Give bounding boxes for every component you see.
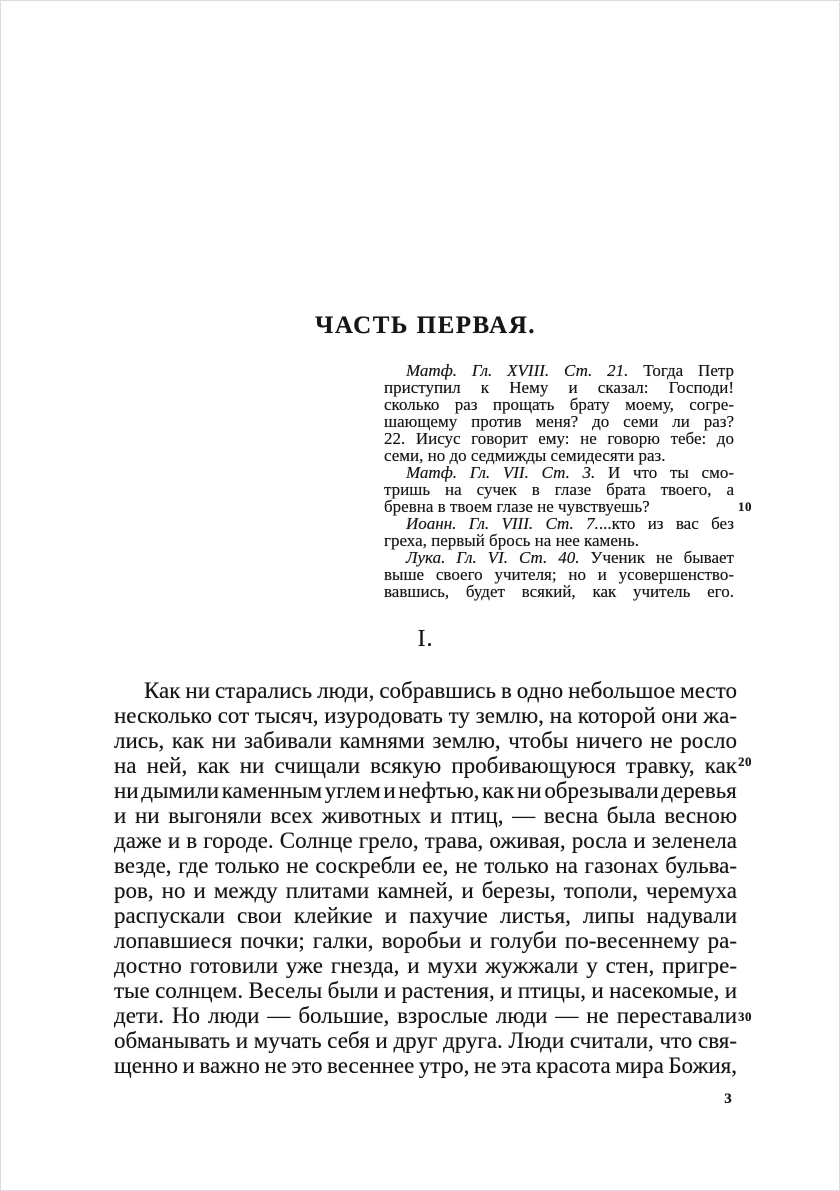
body-line (114, 853, 737, 878)
text-segment: на ней, как ни счищали всякую пробивающуюся травку, как (114, 753, 737, 778)
epigraph-line (384, 379, 734, 396)
text-segment: лись, как ни забивали камнями землю, чтобы ничего не росло (114, 728, 738, 753)
body-line (114, 828, 737, 853)
epigraph-line (384, 396, 734, 413)
text-segment: ни дымили каменным углем и нефтью, как ни обрезывали деревья (114, 778, 737, 803)
text-segment: тришь на сучек в глазе брата твоего, а (384, 480, 734, 499)
text-segment: греха, первый брось на нее камень. (384, 531, 639, 550)
chapter-heading: I. (417, 626, 434, 652)
body-line (114, 903, 737, 928)
text-segment: шающему против меня? до семи ли раз? (384, 412, 735, 431)
epigraph-line (384, 549, 734, 566)
text-segment: лопавшиеся почки; галки, воробьи и голуби по-весеннему ра- (114, 928, 738, 953)
body-line (114, 928, 737, 953)
body-line (114, 678, 737, 703)
text-segment: даже и в городе. Солнце грело, трава, оживая, росла и зеленела (114, 828, 737, 853)
text-segment: вавшись, будет всякий, как учитель его. (384, 582, 734, 601)
text-segment: Как ни старались люди, собравшись в одно небольшое место (144, 678, 737, 703)
line-number: 30 (738, 1009, 752, 1024)
body-line (114, 778, 737, 803)
epigraph-line (384, 532, 734, 549)
epigraph-line (384, 464, 734, 481)
epigraph-line (384, 430, 734, 447)
body-line (114, 753, 737, 778)
text-segment: тые солнцем. Веселы были и растения, и птицы, и насекомые, и (114, 978, 738, 1003)
text-segment: Ученик не бывает (579, 548, 734, 567)
line-number: 10 (738, 499, 752, 514)
part-title: ЧАСТЬ ПЕРВАЯ. (314, 312, 536, 339)
scripture-reference: Матф. Гл. VII. Ст. 3. (406, 463, 596, 482)
text-segment: достно готовили уже гнезда, и мухи жужжали у стен, пригре- (114, 953, 738, 978)
scripture-reference: Иоанн. Гл. VIII. Ст. 7. (406, 514, 599, 533)
text-segment: приступил к Нему и сказал: Господи! (384, 378, 734, 397)
text-segment: бревна в твоем глазе не чувствуешь? (384, 497, 650, 516)
text-segment: дети. Но люди — большие, взрослые люди — не переставали (114, 1003, 738, 1028)
epigraph-line (384, 413, 734, 430)
epigraph-line (384, 566, 734, 583)
text-segment: распускали свои клейкие и пахучие листья, липы надували (114, 903, 738, 928)
scripture-reference: Матф. Гл. XVIII. Ст. 21. (406, 361, 629, 380)
text-segment: щенно и важно не это весеннее утро, не эта красота мира Божия, (114, 1053, 737, 1078)
line-number: 20 (738, 754, 752, 769)
text-segment: семи, но до седмижды семидесяти раз. (384, 446, 666, 465)
text-segment: обманывать и мучать себя и друг друга. Люди считали, что свя- (114, 1028, 738, 1053)
body-line (114, 728, 737, 753)
body-line (114, 803, 737, 828)
body-line (114, 953, 737, 978)
text-segment: ...кто из вас без (598, 514, 734, 533)
text-segment: 22. Иисус говорит ему: не говорю тебе: до (384, 429, 734, 448)
text-segment: Тогда Петр (628, 361, 735, 380)
body-line (114, 703, 737, 728)
epigraph (384, 362, 734, 600)
text-segment: везде, где только не соскребли ее, не только на газонах бульва- (114, 853, 738, 878)
body-line (114, 1053, 737, 1078)
body-text (114, 678, 737, 1078)
epigraph-line (384, 481, 734, 498)
text-segment: несколько сот тысяч, изуродовать ту землю, на которой они жа- (114, 703, 738, 728)
epigraph-line (384, 515, 734, 532)
epigraph-line (384, 447, 734, 464)
text-segment: выше своего учителя; но и усовершенство- (384, 565, 734, 584)
scripture-reference: Лука. Гл. VI. Ст. 40. (406, 548, 580, 567)
epigraph-line (384, 362, 734, 379)
body-line (114, 1003, 737, 1028)
body-line (114, 1028, 737, 1053)
epigraph-line (384, 583, 734, 600)
text-segment: И что ты смо- (595, 463, 734, 482)
text-segment: и ни выгоняли всех животных и птиц, — весна была весною (114, 803, 738, 828)
body-line (114, 978, 737, 1003)
epigraph-line (384, 498, 734, 515)
text-segment: сколько раз прощать брату моему, согре- (384, 395, 734, 414)
page-number: 3 (724, 1091, 732, 1107)
text-segment: ров, но и между плитами камней, и березы, тополи, черемуха (114, 878, 737, 903)
body-line (114, 878, 737, 903)
